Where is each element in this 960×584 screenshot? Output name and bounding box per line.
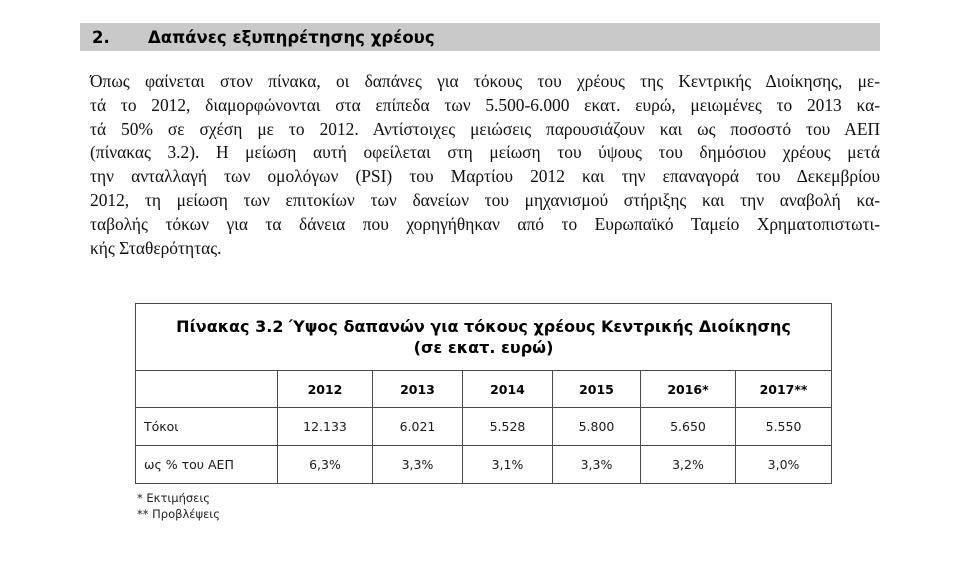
cell-gdp-2015: 3,3%: [553, 446, 641, 484]
cell-gdp-2014: 3,1%: [463, 446, 553, 484]
row-label-interest: Τόκοι: [136, 408, 278, 446]
section-number: 2.: [92, 27, 110, 47]
table-title-row: [136, 304, 832, 371]
paragraph-line: τά 50% σε σχέση με το 2012. Αντίστοιχες μειώσεις παρουσιάζουν και ως ποσοστό του ΑΕΠ: [90, 118, 880, 139]
section-heading-bar: [80, 23, 880, 51]
cell-interest-2013: 6.021: [373, 408, 463, 446]
column-header-2013: 2013: [373, 371, 463, 408]
paragraph-line: 2012, τη μείωση των επιτοκίων των δανείων του μηχανισμού στήριξης και την αναβολή κα-: [90, 189, 880, 210]
column-header-2012: 2012: [278, 371, 373, 408]
cell-interest-2015: 5.800: [553, 408, 641, 446]
table-row: [136, 408, 832, 446]
table-footnotes: [137, 491, 220, 522]
cell-gdp-2017: 3,0%: [736, 446, 832, 484]
table-row: [136, 446, 832, 484]
table-head: [136, 304, 832, 408]
body-paragraph: [90, 70, 880, 260]
row-label-gdp-percent: ως % του ΑΕΠ: [136, 446, 278, 484]
paragraph-line: κής Σταθερότητας.: [90, 237, 222, 258]
section-title: Δαπάνες εξυπηρέτησης χρέους: [148, 27, 435, 47]
table-title-line-2: (σε εκατ. ευρώ): [413, 338, 554, 357]
interest-expenses-table: [135, 303, 832, 484]
table-body: [136, 408, 832, 484]
cell-interest-2016: 5.650: [641, 408, 736, 446]
table-title-line-1: Πίνακας 3.2 Ύψος δαπανών για τόκους χρέους Κεντρικής Διοίκησης: [176, 317, 791, 336]
footnote-estimates: * Εκτιμήσεις: [137, 491, 211, 505]
table-title: [136, 304, 832, 371]
column-header-2014: 2014: [463, 371, 553, 408]
cell-gdp-2016: 3,2%: [641, 446, 736, 484]
paragraph-line: την ανταλλαγή των ομολόγων (PSI) του Μαρτίου 2012 και την επαναγορά του Δεκεμβρίου: [90, 166, 880, 187]
cell-gdp-2013: 3,3%: [373, 446, 463, 484]
paragraph-line: Όπως φαίνεται στον πίνακα, οι δαπάνες για τόκους του χρέους της Κεντρικής Διοίκησης, με-: [90, 71, 880, 91]
cell-interest-2017: 5.550: [736, 408, 832, 446]
cell-gdp-2012: 6,3%: [278, 446, 373, 484]
table-header-row: [136, 371, 832, 408]
cell-interest-2014: 5.528: [463, 408, 553, 446]
paragraph-line: τά το 2012, διαμορφώνονται στα επίπεδα των 5.500-6.000 εκατ. ευρώ, μειωμένες το 2013 κα-: [90, 94, 880, 115]
column-header-2017: 2017**: [736, 371, 832, 408]
column-header-2016: 2016*: [641, 371, 736, 408]
cell-interest-2012: 12.133: [278, 408, 373, 446]
column-header-2015: 2015: [553, 371, 641, 408]
table-container: [135, 303, 831, 484]
footnote-projections: ** Προβλέψεις: [137, 506, 220, 521]
table-corner-header: [136, 371, 278, 408]
paragraph-line: (πίνακας 3.2). Η μείωση αυτή οφείλεται στη μείωση του ύψους του δημόσιου χρέους μετά: [90, 142, 880, 163]
paragraph-line: ταβολής τόκων για τα δάνεια που χορηγήθηκαν από το Ευρωπαϊκό Ταμείο Χρηματοπιστωτι-: [90, 213, 880, 234]
